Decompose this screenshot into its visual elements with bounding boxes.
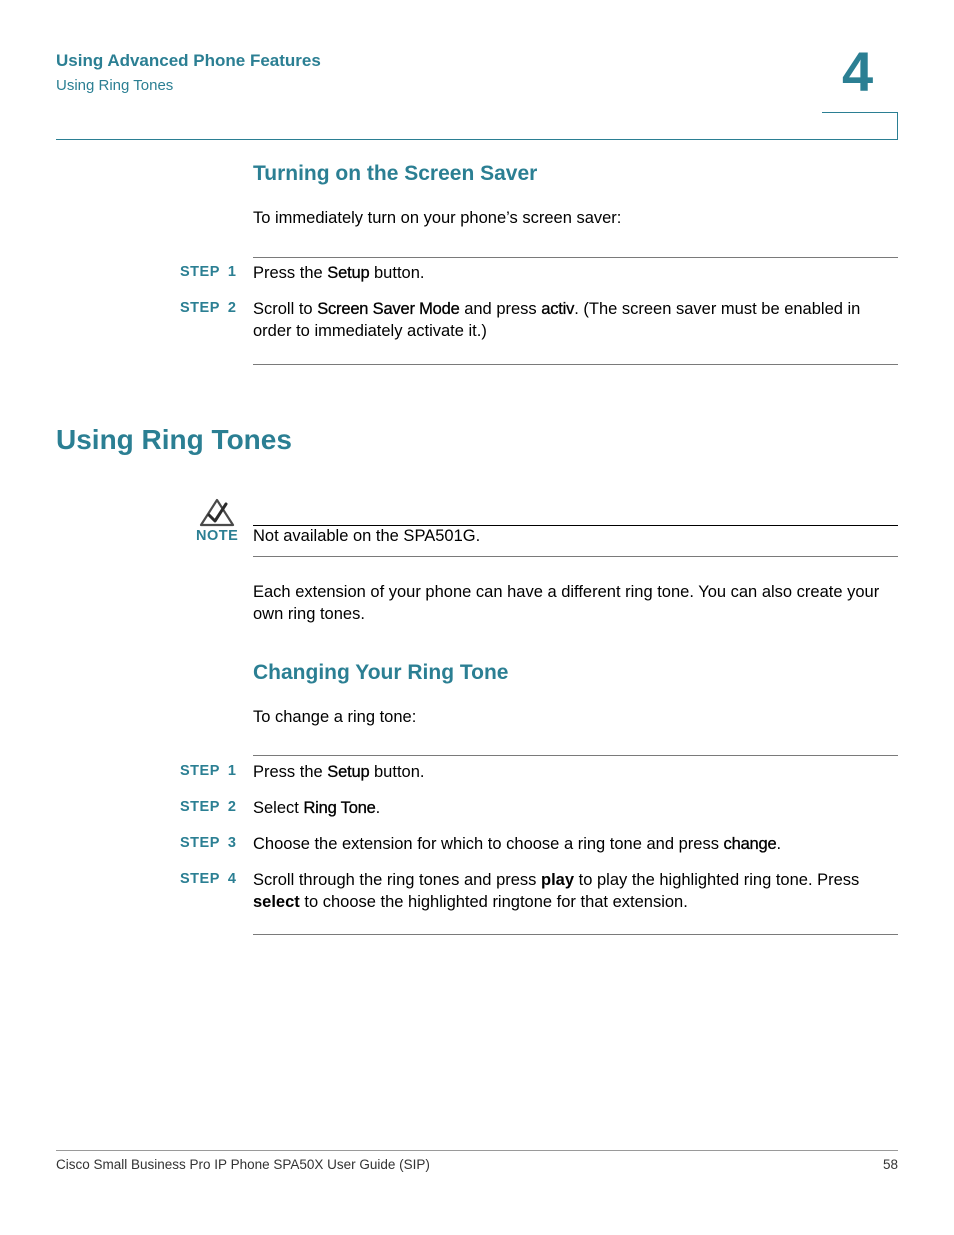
steps-top-rule: [253, 257, 898, 258]
steps-bottom-rule: [253, 364, 898, 365]
ring-tones-heading: Using Ring Tones: [56, 424, 292, 455]
step-text: Choose the extension for which to choose a ring tone and press change.: [253, 835, 782, 853]
footer-rule: [56, 1150, 898, 1151]
footer-guide-title: Cisco Small Business Pro IP Phone SPA50X User Guide (SIP): [56, 1157, 430, 1172]
ui-term: Setup: [327, 264, 370, 282]
ui-term: Ring Tone: [303, 799, 376, 817]
chapter-number: 4: [842, 40, 874, 103]
step-text: Press the Setup button.: [253, 264, 425, 282]
ui-term: select: [253, 893, 300, 911]
header-rule: [56, 139, 898, 140]
ui-term: change: [723, 835, 777, 853]
note-text: Not available on the SPA501G.: [253, 527, 481, 545]
page-number: 58: [882, 1157, 898, 1172]
steps-top-rule: [253, 755, 898, 756]
step-label: STEP 2: [180, 300, 237, 316]
step-label: STEP 2: [180, 799, 237, 815]
running-section-title: Using Ring Tones: [56, 77, 174, 94]
step-text: Select Ring Tone.: [253, 799, 381, 817]
step-label: STEP 4: [180, 871, 237, 887]
step-text: Scroll to Screen Saver Mode and press activ. (The screen saver must be enabled in order to immediately activate it.): [253, 300, 861, 340]
step-label: STEP 1: [180, 264, 237, 280]
step-text: Press the Setup button.: [253, 763, 425, 781]
screen-saver-heading: Turning on the Screen Saver: [253, 162, 538, 185]
change-ring-tone-intro: To change a ring tone:: [253, 708, 417, 726]
ui-term: activ: [541, 300, 575, 318]
running-chapter-title: Using Advanced Phone Features: [56, 51, 321, 70]
ui-term: Screen Saver Mode: [317, 300, 460, 318]
step-label: STEP 1: [180, 763, 237, 779]
ui-term: play: [541, 871, 575, 889]
note-check-icon: [199, 498, 235, 528]
chapter-tab-border: [822, 112, 898, 139]
note-label: NOTE: [196, 528, 239, 544]
step-text: Scroll through the ring tones and press play to play the highlighted ring tone. Press select to choose the highlighted ringtone for that extension.: [253, 871, 860, 911]
change-ring-tone-heading: Changing Your Ring Tone: [253, 661, 509, 684]
steps-bottom-rule: [253, 934, 898, 935]
screen-saver-intro: To immediately turn on your phone’s screen saver:: [253, 209, 622, 227]
step-label: STEP 3: [180, 835, 237, 851]
ui-term: Setup: [327, 763, 370, 781]
ring-tones-body: Each extension of your phone can have a different ring tone. You can also create your own ring tones.: [253, 583, 880, 623]
note-bottom-rule: [253, 556, 898, 557]
